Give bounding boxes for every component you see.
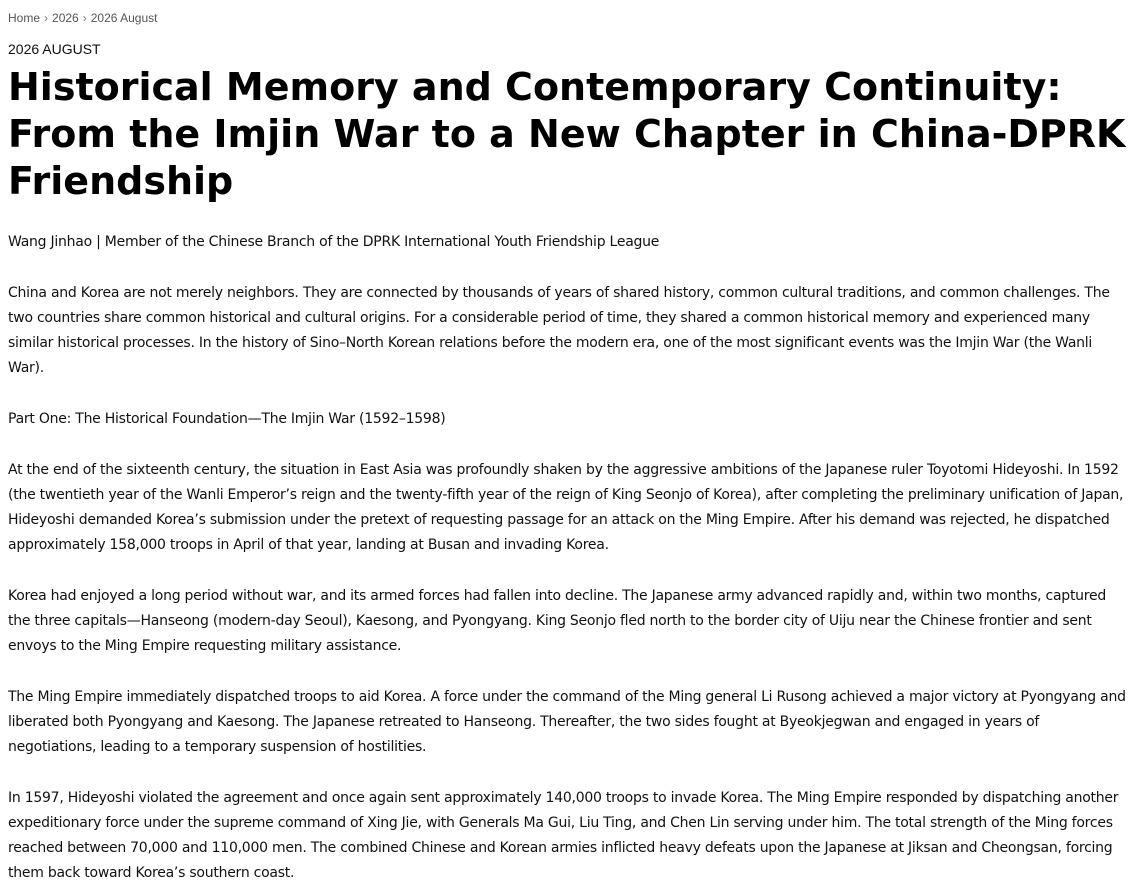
breadcrumb	[8, 10, 1131, 26]
breadcrumb-current-page: 2026 August	[90, 11, 158, 25]
breadcrumb-separator: ›	[82, 11, 87, 25]
article-category: 2026 AUGUST	[8, 41, 101, 57]
breadcrumb-home-link[interactable]: Home	[8, 11, 41, 25]
breadcrumb-separator: ›	[44, 11, 49, 25]
article-title: Historical Memory and Contemporary Continuity: From the Imjin War to a New Chapter in China-DPRK Friendship	[8, 65, 1126, 203]
article-section-heading: Part One: The Historical Foundation—The Imjin War (1592–1598)	[8, 411, 446, 427]
article-paragraph: The Ming Empire immediately dispatched troops to aid Korea. A force under the command of the Ming general Li Rusong achieved a major victory at Pyongyang and liberated both Pyongyang and Kaesong. The Japanese retreated to Hanseong. Thereafter, the two sides fought at Byeokjegwan and engaged in years of negotiations, leading to a temporary suspension of hostilities.	[8, 689, 1126, 755]
article-paragraph: At the end of the sixteenth century, the situation in East Asia was profoundly shaken by the aggressive ambitions of the Japanese ruler Toyotomi Hideyoshi. In 1592 (the twentieth year of the Wanli Emperor’s reign and the twenty-fifth year of the reign of King Seonjo of Korea), after completing the preliminary unification of Japan, Hideyoshi demanded Korea’s submission under the pretext of requesting passage for an attack on the Ming Empire. After his demand was rejected, he dispatched approximately 158,000 troops in April of that year, landing at Busan and invading Korea.	[8, 462, 1124, 553]
article-paragraph-intro: China and Korea are not merely neighbors. They are connected by thousands of years of shared history, common cultural traditions, and common challenges. The two countries share common historical and cultural origins. For a considerable period of time, they shared a common historical memory and experienced many similar historical processes. In the history of Sino–North Korean relations before the modern era, one of the most significant events was the Imjin War (the Wanli War).	[8, 285, 1110, 376]
breadcrumb-year-link[interactable]: 2026	[52, 11, 79, 25]
article-byline: Wang Jinhao | Member of the Chinese Branch of the DPRK International Youth Friendship League	[8, 234, 660, 250]
article-paragraph: Korea had enjoyed a long period without war, and its armed forces had fallen into decline. The Japanese army advanced rapidly and, within two months, captured the three capitals—Hanseong (modern-day Seoul), Kaesong, and Pyongyang. King Seonjo fled north to the border city of Uiju near the Chinese frontier and sent envoys to the Ming Empire requesting military assistance.	[8, 588, 1106, 654]
article-paragraph: In 1597, Hideyoshi violated the agreement and once again sent approximately 140,000 troops to invade Korea. The Ming Empire responded by dispatching another expeditionary force under the supreme command of Xing Jie, with Generals Ma Gui, Liu Ting, and Chen Lin serving under him. The total strength of the Ming forces reached between 70,000 and 110,000 men. The combined Chinese and Korean armies inflicted heavy defeats upon the Japanese at Jiksan and Cheongsan, forcing them back toward Korea’s southern coast.	[8, 790, 1119, 881]
